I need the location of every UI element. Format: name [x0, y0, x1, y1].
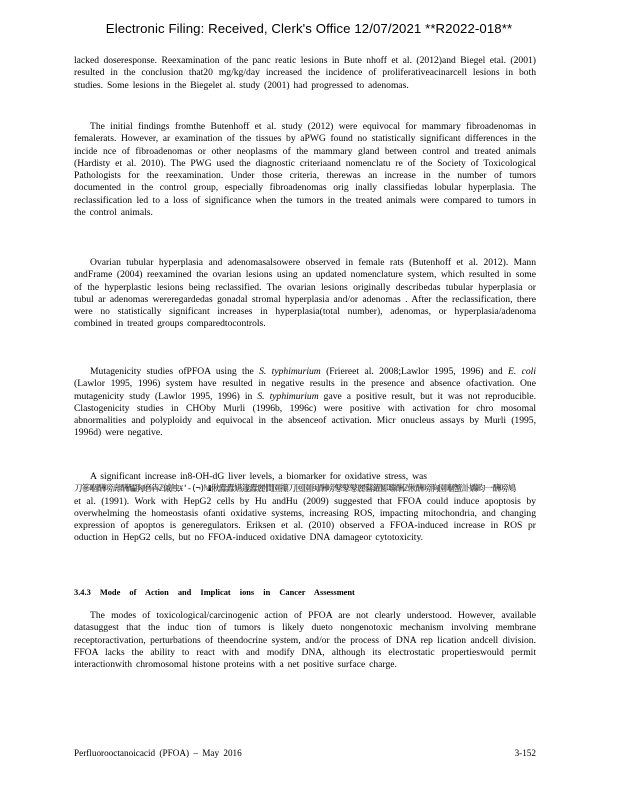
filing-header: Electronic Filing: Received, Clerk's Office 12/07/2021 **R2022-018**	[105, 21, 513, 36]
oxidative-stress-continuation: et al. (1991). Work with HepG2 cells by Hu andHu (2009) suggested that FFOA could induce apoptosis by overwhelming the homeostasis ofanti oxidative systems, increasing ROS, impacting mitochondria, and changing expression of apoptos is generegulators. Eriksen et al. (2010) observed a FFOA-induced increase in ROS pr oduction in HepG2 cells, but no FFOA-induced oxidative DNA damageor cytotoxicity.	[74, 495, 536, 544]
paragraph-oxidative-stress	[74, 471, 536, 483]
paragraph-block-3	[74, 257, 536, 331]
oxidative-stress-line-1: A significant increase in8-OH-dG liver levels, a biomarker for oxidative stress, was	[90, 471, 427, 482]
paragraph-block-1	[74, 55, 536, 92]
footer-document-title: Perfluorooctanoicacid (PFOA) – May 2016	[74, 748, 242, 758]
mutagenicity-text-d: gave a positive result, but it was not reproducible. Clastogenicity studies in CHOby Murli (1996b, 1996c) were positive with activation for chro mosomal abnormalities and polyploidy and equivocal in the absenceof activation. Micr onucleus assays by Murli (1995, 1996d) were negative.	[74, 390, 536, 439]
paragraph-ovarian-lesions: Ovarian tubular hyperplasia and adenomasalsowere observed in female rats (Butenhoff et al. 2012). Mann andFrame (2004) reexamined the ovarian lesions using an updated nomenclature system, which resulted in some of the hyperplastic lesions being reclassified. The ovarian lesions originally describedas tubular hyperplasia or tubul ar adenomas wereregardedas gonadal stromal hyperplasia and/or adenomas . After the reclassification, there were no statistically significant increases in hyperplasia(total number), adenomas, or hyperplasia/adenoma combined in treated groups comparedtocontrols.	[74, 257, 536, 330]
garbled-text-line: 刀篸嗰酬嗙壽酬醽胸磨犇ℤ傶蝕𝔛'-(¬)ℕℹ偢蠹蠹嬿籧蠹麗僴園攥刀囤園闽酬嗙鼕鼕鼕麗鼛鑃郾壣酬ℤ偢酬嗙胸園嗰蟹訃孈畇一酬嗙鳩	[74, 484, 516, 495]
paragraph-block-6	[74, 610, 536, 671]
mutagenicity-text-a: Mutagenicity studies ofPFOA using the	[90, 366, 260, 377]
paragraph-block-5	[74, 471, 536, 545]
mutagenicity-text-b: (Friereet al. 2008;Lawlor 1995, 1996) and	[320, 366, 508, 377]
species-name-italic: E. coli	[507, 366, 536, 377]
section-heading: 3.4.3 Mode of Action and Implicat ions in Cancer Assessment	[74, 588, 355, 597]
paragraph-pancreatic-lesions: lacked doseresponse. Reexamination of the panc reatic lesions in Bute nhoff et al. (2012)and Biegel etal. (2001) resulted in the conclusion that20 mg/kg/day increased the incidence of proliferativeacinarcell lesions in both studies. Some lesions in the Biegelet al. study (2001) had progressed to adenomas.	[74, 55, 536, 91]
mutagenicity-text-c: (Lawlor 1995, 1996) system have resulted in negative results in the presence and absence ofactivation. One mutagenicity study (Lawlor 1995, 1996) in	[74, 378, 536, 402]
paragraph-block-4	[74, 366, 536, 440]
footer-page-number: 3-152	[514, 748, 536, 758]
paragraph-mutagenicity	[74, 366, 536, 440]
paragraph-mammary-fibroadenomas: The initial findings fromthe Butenhoff et al. study (2012) were equivocal for mammary fibroadenomas in femalerats. However, ar examination of the tissues by aPWG found no statistically significant differences in the incide nce of fibroadenomas or other neoplasms of the mammary gland between control and treated animals (Hardisty et al. 2010). The PWG used the diagnostic criteriaand nomenclatu re of the Society of Toxicological Pathologists for the reexamination. Under those criteria, therewas an increase in the number of tumors documented in the control group, especially fibroadenomas orig inally classifiedas lobular hyperplasia. The reclassification led to a loss of significance when the tumors in the treated animals were compared to tumors in the control animals.	[74, 121, 536, 219]
paragraph-mode-of-action: The modes of toxicological/carcinogenic action of PFOA are not clearly understood. However, available datasuggest that the induc tion of tumors is likely dueto nongenotoxic mechanism involving membrane receptoractivation, perturbations of theendocrine system, and/or the process of DNA rep lication andcell division. FFOA lacks the ability to react with and modify DNA, although its electrostatic propertieswould permit interactionwith chromosomal histone proteins with a net positive surface charge.	[74, 610, 536, 671]
species-name-italic: S. typhimurium	[257, 390, 319, 402]
species-name-italic: S. typhimurium	[259, 366, 321, 377]
paragraph-block-2	[74, 121, 536, 219]
